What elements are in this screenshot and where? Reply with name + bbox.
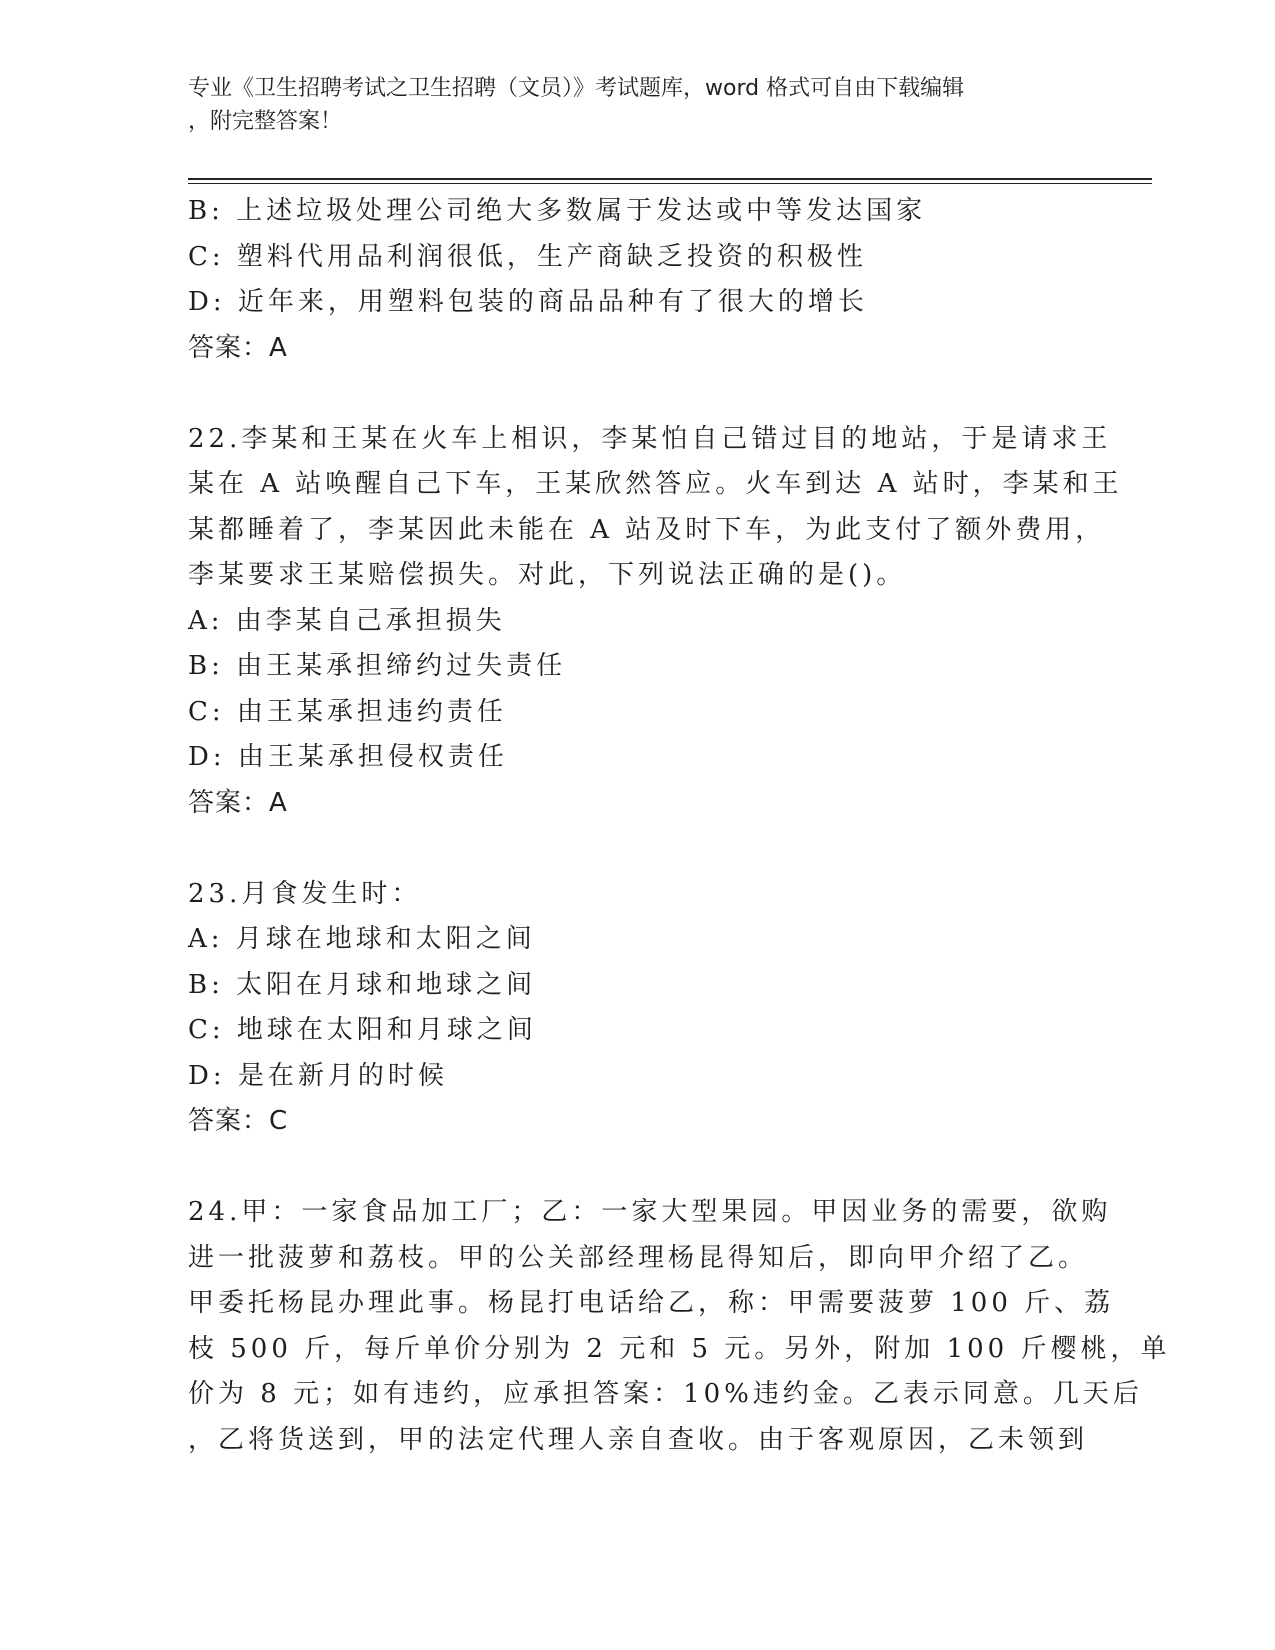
question-stem-line: 23.月食发生时： <box>188 878 422 909</box>
option-d: D: 由王某承担侵权责任 <box>188 742 508 772</box>
document-body <box>188 189 1171 1463</box>
document-header <box>188 72 1068 138</box>
question-stem-line: 某在 A 站唤醒自己下车，王某欣然答应。火车到达 A 站时，李某和王 <box>188 469 1123 499</box>
option-a: A: 由李某自己承担损失 <box>188 605 506 636</box>
option-b: B: 上述垃圾处理公司绝大多数属于发达或中等发达国家 <box>188 196 927 226</box>
header-line-2: ，附完整答案！ <box>188 109 343 134</box>
answer-line: 答案：C <box>188 1106 289 1136</box>
spacer <box>188 1145 1088 1191</box>
header-rule-thin <box>188 183 1152 184</box>
question-23 <box>188 872 1088 1145</box>
question-stem-line: 甲委托杨昆办理此事。杨昆打电话给乙，称：甲需要菠萝 100 斤、荔 <box>188 1288 1115 1318</box>
question-stem-line: ，乙将货送到，甲的法定代理人亲自查收。由于客观原因，乙未领到 <box>188 1424 1089 1455</box>
option-a: A: 月球在地球和太阳之间 <box>188 924 536 954</box>
question-stem-line: 24.甲：一家食品加工厂；乙：一家大型果园。甲因业务的需要，欲购 <box>188 1197 1112 1227</box>
question-stem-line: 价为 8 元；如有违约，应承担答案：10%违约金。乙表示同意。几天后 <box>188 1379 1143 1409</box>
question-24 <box>188 1190 1171 1463</box>
option-d: D: 是在新月的时候 <box>188 1060 448 1091</box>
question-21-tail <box>188 189 1088 371</box>
option-c: C: 由王某承担违约责任 <box>188 696 507 727</box>
question-stem-line: 某都睡着了，李某因此未能在 A 站及时下车，为此支付了额外费用， <box>188 514 1106 545</box>
spacer <box>188 826 1088 872</box>
option-c: C: 地球在太阳和月球之间 <box>188 1015 537 1045</box>
header-rule-thick <box>188 178 1152 180</box>
option-d: D: 近年来，用塑料包装的商品品种有了很大的增长 <box>188 287 868 317</box>
question-stem-line: 枝 500 斤，每斤单价分别为 2 元和 5 元。另外，附加 100 斤樱桃，单 <box>188 1333 1171 1364</box>
question-stem-line: 李某要求王某赔偿损失。对此，下列说法正确的是()。 <box>188 560 907 590</box>
option-b: B: 由王某承担缔约过失责任 <box>188 651 567 681</box>
question-stem-line: 进一批菠萝和荔枝。甲的公关部经理杨昆得知后，即向甲介绍了乙。 <box>188 1242 1089 1273</box>
question-22 <box>188 417 1123 827</box>
option-c: C: 塑料代用品利润很低，生产商缺乏投资的积极性 <box>188 241 867 272</box>
answer-line: 答案：A <box>188 332 288 363</box>
spacer <box>188 371 1088 417</box>
question-stem-line: 22.李某和王某在火车上相识，李某怕自己错过目的地站，于是请求王 <box>188 423 1112 454</box>
option-b: B: 太阳在月球和地球之间 <box>188 969 537 1000</box>
header-line-1: 专业《卫生招聘考试之卫生招聘（文员）》考试题库，word 格式可自由下载编辑 <box>188 76 965 101</box>
answer-line: 答案：A <box>188 787 288 818</box>
